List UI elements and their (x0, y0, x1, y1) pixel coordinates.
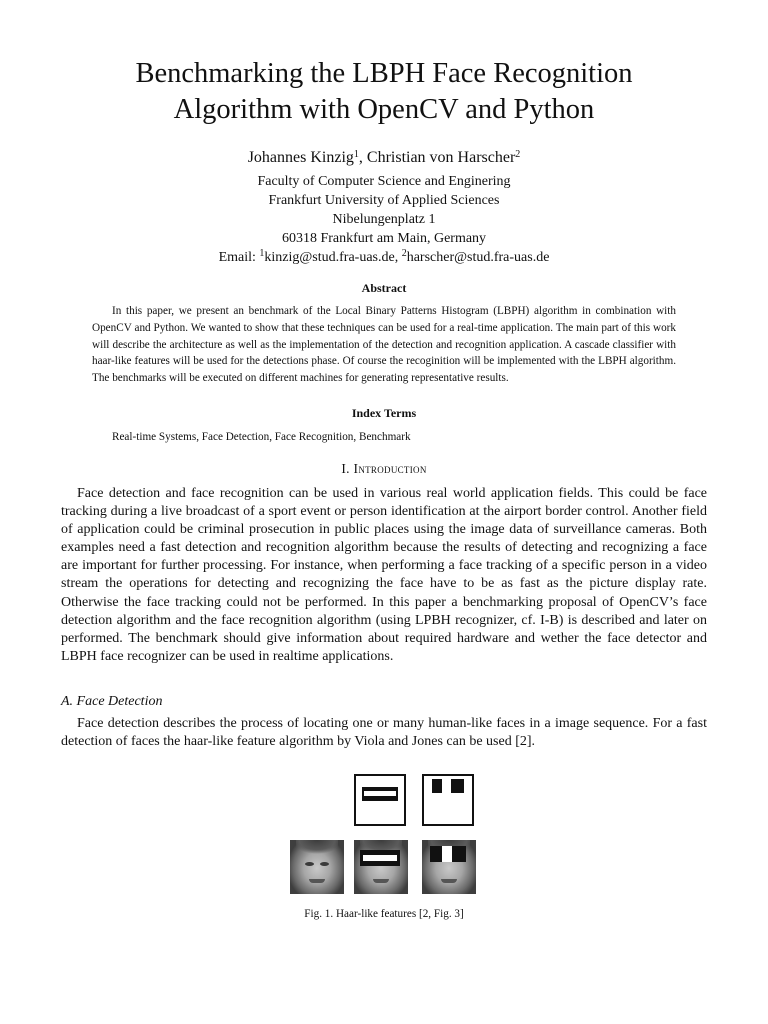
author-separator: , (358, 149, 367, 166)
title-line-1: Benchmarking the LBPH Face Recognition (135, 58, 633, 89)
section-numeral: I. (341, 461, 354, 476)
section-title: Introduction (353, 461, 427, 476)
title-line-2: Algorithm with OpenCV and Python (173, 94, 595, 125)
section-heading-introduction (40, 460, 728, 478)
author-name: Johannes Kinzig (247, 149, 354, 166)
haar-edge-feature-icon (354, 774, 406, 826)
author-affiliation-mark: 2 (515, 149, 521, 160)
index-terms-text: Real-time Systems, Face Detection, Face Recognition, Benchmark (112, 431, 411, 443)
affiliation-block (40, 172, 728, 267)
figure-caption: Fig. 1. Haar-like features [2, Fig. 3] (304, 908, 464, 920)
author-affiliation-mark: 1 (353, 149, 359, 160)
affiliation-line: Faculty of Computer Science and Enginering (257, 174, 511, 189)
author-name: Christian von Harscher (366, 149, 516, 166)
face-image (290, 840, 344, 894)
email-mark: 1 (259, 248, 265, 259)
affiliation-line: Nibelungenplatz 1 (332, 212, 436, 227)
email-address: kinzig@stud.fra-uas.de, (264, 250, 402, 265)
subsection-heading-face-detection: A. Face Detection (61, 694, 163, 709)
introduction-paragraph: Face detection and face recognition can be used in various real world application fields. This could be face tracking during a live broadcast of a sport event or person identification at the airport border control. Another field of application could be criminal prosecution in public places using the image data of surveillance cameras. Both examples need a fast detection and recognition algorithm because the results of detecting and recognizing a face are important for further processing. For instance, when performing a face tracking of a specific person in a video stream the operations for detecting and recognizing the face have to be as fast as the picture display rate. Otherwise the face tracking could not be performed. In this paper a benchmarking proposal of OpenCV’s face detection algorithm and the face recognition algorithm (using LPBH recognizer, cf. I-B) is described and later on performed. The benchmark should give information about required hardware and wether the face detector and LBPH face recognizer can be used in realtime applications. (61, 486, 707, 664)
affiliation-line: 60318 Frankfurt am Main, Germany (281, 231, 487, 246)
face-with-line-feature-image (422, 840, 476, 894)
haar-line-feature-icon (422, 774, 474, 826)
face-detection-paragraph: Face detection describes the process of locating one or many human-like faces in a image sequence. For a fast detection of faces the haar-like feature algorithm by Viola and Jones can be used [2]. (61, 716, 707, 750)
author-list (40, 148, 728, 168)
abstract-heading: Abstract (361, 281, 407, 295)
abstract-text: In this paper, we present an benchmark of the Local Binary Patterns Histogram (LBPH) algorithm in combination with OpenCV and Python. We wanted to show that these techniques can be used for a real-time application. The main part of this work will describe the architecture as well as the implementation of the detection and recognition application. A cascade classifier with haar-like features will be used for the detections phase. Of course the recoginition will be implemented with the LBPH algorithm. The benchmarks will be executed on different machines for generating representative results. (92, 305, 676, 385)
affiliation-line: Frankfurt University of Applied Sciences (268, 193, 500, 208)
index-terms-heading: Index Terms (351, 406, 417, 420)
email-label: Email: (218, 250, 260, 265)
email-line (40, 248, 728, 267)
figure-haar-like-features (288, 774, 480, 896)
email-mark: 2 (401, 248, 407, 259)
face-with-edge-feature-image (354, 840, 408, 894)
email-address: harscher@stud.fra-uas.de (406, 250, 550, 265)
paper-title (40, 56, 728, 128)
